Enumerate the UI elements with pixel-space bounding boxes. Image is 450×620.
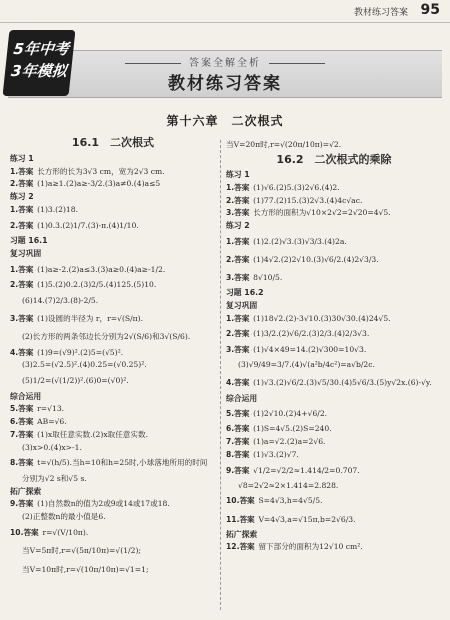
answer-text: 8√10/5. (253, 273, 283, 283)
subsection-heading: 复习巩固 (226, 300, 258, 310)
answer-label: 2.答案 (226, 254, 250, 264)
answer-label: 6.答案 (226, 424, 250, 434)
column-divider (220, 140, 221, 610)
subsection-heading: 复习巩固 (10, 248, 42, 258)
brand-logo (3, 30, 76, 96)
answer-label: 10.答案 (10, 527, 39, 537)
answer-label: 9.答案 (226, 465, 250, 475)
answer-text: (1)9=(√9)².(2)5=(√5)². (37, 347, 124, 357)
answer-item (10, 311, 216, 327)
answer-label: 2.答案 (226, 329, 250, 339)
answer-continuation (10, 562, 216, 578)
answer-item (226, 542, 442, 553)
subsection-heading: 综合运用 (10, 391, 42, 401)
answer-item (10, 525, 216, 541)
subsection-heading: 综合运用 (226, 393, 258, 403)
answer-continuation (10, 512, 216, 523)
answer-continuation (10, 474, 216, 485)
answer-text: (1)18√2.(2)-3√10.(3)30√30.(4)24√5. (253, 313, 391, 323)
answer-label: 4.答案 (10, 347, 34, 357)
answer-item (226, 406, 442, 422)
right-answer-list (226, 170, 442, 553)
answer-text: (1)S=4√5.(2)S=240. (253, 424, 332, 434)
answer-label: 10.答案 (226, 496, 255, 506)
answer-item (226, 252, 442, 268)
answer-text: (1)a=√2.(2)a=2√6. (253, 437, 326, 447)
answer-text: (1)4√2.(2)2√10.(3)√6/2.(4)2√3/3. (253, 254, 379, 264)
answer-text: (1)77.(2)15.(3)2√3.(4)4c√ac. (253, 195, 363, 205)
answer-label: 8.答案 (10, 458, 34, 468)
answer-item (10, 205, 216, 216)
answer-item (10, 280, 216, 291)
answer-text: (1)√3.(2)√7. (253, 449, 299, 459)
answer-continuation (10, 443, 216, 454)
subsection-heading: 练习 1 (226, 170, 250, 180)
section-title-16-1: 16.1 二次根式 (71, 136, 155, 149)
answer-label: 1.答案 (226, 182, 250, 192)
answer-text: (6)14.(7)2/3.(8)-2/5. (22, 295, 99, 305)
subsection-heading: 练习 1 (10, 153, 34, 163)
answer-text: √1/2=√2/2≈1.414/2=0.707. (253, 465, 360, 475)
answer-text: (1)2.(2)√3.(3)√3/3.(4)2a. (253, 236, 347, 246)
answer-text: (1)3.(2)18. (37, 204, 78, 214)
answer-text: (1)a≥1.(2)a≥-3/2.(3)a≠0.(4)a≤5 (37, 179, 161, 189)
answer-item (226, 512, 442, 528)
banner-title: 教材练习答案 (168, 74, 282, 94)
answer-item (226, 437, 442, 448)
answer-item (226, 450, 442, 461)
running-title: 教材练习答案 (353, 8, 408, 18)
answer-label: 5.答案 (10, 404, 34, 414)
answer-item (10, 262, 216, 278)
subsection-heading: 练习 2 (226, 221, 250, 230)
answer-text: (1)√3.(2)√6/2.(3)√5/30.(4)5√6/3.(5)y√2x.(6)-√y. (253, 378, 432, 388)
answer-item (10, 417, 216, 428)
answer-item (10, 348, 216, 359)
answer-label: 11.答案 (226, 514, 255, 524)
answer-label: 1.答案 (10, 166, 34, 176)
section-title-16-2: 16.2 二次根式的乘除 (276, 152, 392, 166)
answer-text: S=4√3,h=4√5/5. (258, 496, 323, 506)
left-column (10, 134, 216, 580)
answer-continuation (226, 481, 442, 492)
answer-text: (1)√6.(2)5.(3)2√6.(4)2. (253, 182, 340, 192)
answer-label: 1.答案 (10, 204, 34, 214)
running-header (0, 0, 450, 22)
answer-text: 长方形的长为3√3 cm，宽为2√3 cm. (37, 166, 165, 176)
answer-label: 3.答案 (10, 314, 34, 324)
answer-label: 7.答案 (10, 429, 34, 439)
answer-text: (1)设圆的半径为 r，r=√(S/π). (37, 314, 144, 324)
subsection-heading: 习题 16.2 (226, 288, 264, 298)
subsection-heading: 习题 16.1 (10, 236, 48, 246)
answer-item (10, 499, 216, 510)
answer-item (226, 234, 442, 250)
answer-continuation (226, 357, 442, 373)
answer-text: 分别为√2 s和√5 s. (22, 473, 87, 483)
logo-line-2: 3年模拟 (10, 62, 68, 80)
answer-text: r=√13. (37, 404, 65, 414)
answer-text: √8=2√2≈2×1.414=2.828. (238, 480, 339, 490)
answer-text: r=√(V/10π). (42, 527, 89, 537)
answer-item (226, 424, 442, 435)
answer-label: 2.答案 (10, 279, 34, 289)
answer-continuation (10, 543, 216, 559)
answer-text: (1)2√10.(2)4+√6/2. (253, 409, 328, 419)
answer-text: (3)√9/49=3/7.(4)√(a²b/4c²)=a√b/2c. (238, 360, 375, 370)
answer-continuation (10, 373, 216, 389)
right-column (226, 140, 442, 555)
answer-label: 1.答案 (10, 264, 34, 274)
answer-item (226, 314, 442, 325)
answer-banner (8, 50, 442, 98)
answer-text: AB=√6. (37, 417, 67, 427)
header-rule (0, 22, 450, 23)
answer-text: (3)2.5=(√2.5)².(4)0.25=(√0.25)². (22, 360, 147, 370)
answer-item (226, 326, 442, 342)
logo-line-1: 5年中考 (12, 40, 70, 58)
answer-label: 2.答案 (10, 179, 34, 189)
answer-label: 9.答案 (10, 499, 34, 509)
answer-text: (2)长方形的两条邻边长分别为2√(S/6)和3√(S/6). (22, 332, 191, 342)
subsection-heading: 练习 2 (10, 192, 34, 202)
banner-subtitle: 答案全解全析 (8, 54, 442, 69)
answer-item (226, 463, 442, 479)
answer-item (226, 208, 442, 219)
answer-label: 4.答案 (226, 378, 250, 388)
answer-text: 留下部分的面积为12√10 cm². (258, 542, 363, 552)
answer-item (226, 375, 442, 391)
answer-text: (1)自然数n的值为2或9或14或17或18. (37, 499, 170, 509)
answer-item (10, 218, 216, 234)
answer-text: t=√(h/5).当h=10和h=25时,小球落地所用的时间 (37, 458, 208, 468)
answer-text: (2)正整数n的最小值是6. (22, 512, 106, 522)
answer-item (226, 270, 442, 286)
answer-item (226, 345, 442, 356)
answer-item (10, 404, 216, 415)
subsection-heading: 拓广探索 (226, 529, 258, 539)
answer-text: (5)1/2=(√(1/2))².(6)0=(√0)². (22, 376, 129, 386)
answer-label: 5.答案 (226, 409, 250, 419)
answer-label: 2.答案 (226, 195, 250, 205)
answer-label: 8.答案 (226, 449, 250, 459)
answer-text: (1)a≥-2.(2)a≤3.(3)a≥0.(4)a≥-1/2. (37, 264, 166, 274)
answer-label: 3.答案 (226, 344, 250, 354)
answer-continuation (10, 293, 216, 309)
answer-label: 1.答案 (226, 236, 250, 246)
carryover-line: 当V=20π时,r=√(20π/10π)=√2. (226, 140, 342, 149)
answer-item (226, 183, 442, 194)
answer-label: 3.答案 (226, 208, 250, 218)
answer-item (10, 455, 216, 471)
answer-text: 当V=10π时,r=√(10π/10π)=√1=1; (22, 564, 149, 574)
answer-label: 1.答案 (226, 313, 250, 323)
answer-label: 2.答案 (10, 220, 34, 230)
answer-text: (1)√4×49=14.(2)√300=10√3. (253, 344, 367, 354)
answer-text: V=4√3,a=√15π,b=2√6/3. (258, 514, 356, 524)
answer-continuation (10, 360, 216, 371)
answer-text: (1)x取任意实数.(2)x取任意实数. (37, 429, 148, 439)
subsection-heading: 拓广探索 (10, 486, 42, 496)
chapter-title: 第十六章 二次根式 (166, 114, 284, 128)
answer-text: (3)x>0.(4)x>-1. (22, 442, 82, 452)
answer-label: 3.答案 (226, 273, 250, 283)
answer-text: (1)3/2.(2)√6/2.(3)2/3.(4)2/3√3. (253, 329, 370, 339)
answer-item (226, 196, 442, 207)
answer-item (10, 430, 216, 441)
answer-text: 当V=5π时,r=√(5π/10π)=√(1/2); (22, 546, 141, 556)
answer-text: (1)0.3.(2)1/7.(3)-π.(4)1/10. (37, 220, 139, 230)
answer-text: (1)5.(2)0.2.(3)2/5.(4)125.(5)10. (37, 279, 157, 289)
page-number: 95 (420, 2, 440, 18)
left-answer-list (10, 154, 216, 578)
answer-item (226, 493, 442, 509)
answer-item (10, 179, 216, 190)
answer-label: 7.答案 (226, 437, 250, 447)
answer-label: 12.答案 (226, 542, 255, 552)
answer-item (10, 167, 216, 178)
answer-continuation (10, 329, 216, 345)
answer-label: 6.答案 (10, 417, 34, 427)
answer-text: 长方形的面积为√10×2√2=2√20=4√5. (253, 208, 391, 218)
